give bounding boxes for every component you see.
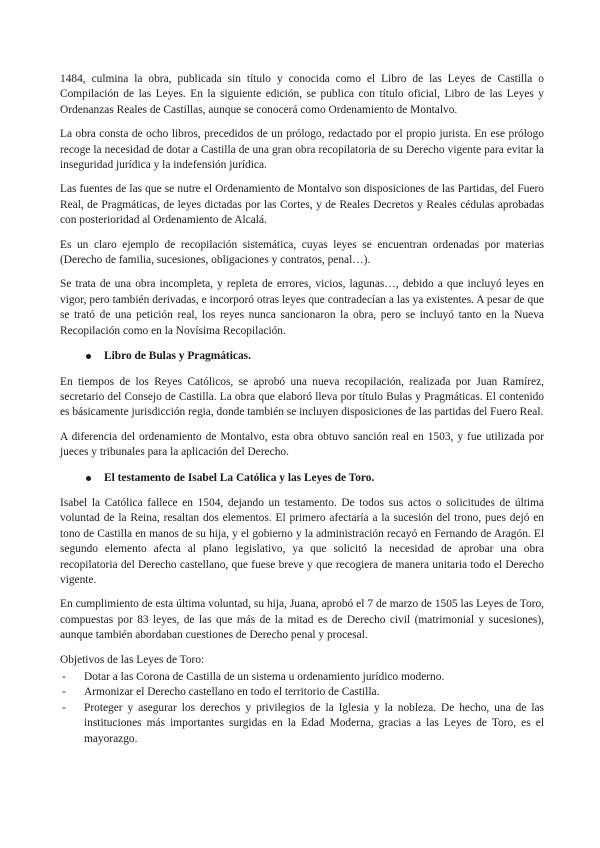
paragraph: Las fuentes de las que se nutre el Ordenamiento de Montalvo son disposiciones de las Partidas, del Fuero Real, de Pragmáticas, de leyes dictadas por las Cortes, y de Reales Decretos y Reales cédulas aprobadas con posterioridad al Ordenamiento de Alcalá. (60, 183, 544, 227)
dash-marker: - (62, 686, 66, 699)
bullet-icon (86, 354, 91, 359)
dash-marker: - (62, 671, 66, 683)
paragraph: En tiempos de los Reyes Católicos, se aprobó una nueva recopilación, realizada por Juan Ramírez, secretario del Consejo de Castilla. La obra que elaboró lleva por título Bulas y Pragmáticas. El contenido es básicamente jurisdicción regia, donde también se incluyen disposiciones de las partidas del Fuero Real. (60, 375, 544, 419)
list-item (60, 670, 544, 685)
section-heading-text: Libro de Bulas y Pragmáticas. (104, 350, 251, 363)
list-item (60, 685, 544, 700)
paragraph: Isabel la Católica fallece en 1504, dejando un testamento. De todos sus actos o solicitudes de última voluntad de la Reina, resaltan dos elementos. El primero afectaría a la sucesión del trono, pues dejó en tono de Castilla en manos de su hija, y el gobierno y la administración recayó en Fernando de Aragón. El segundo elemento afecta al plano legislativo, ya que solicitó la necesidad de aprobar una obra recopilatoria del Derecho castellano, que fuese breve y que recogiera de manera unitaria todo el Derecho vigente. (60, 496, 544, 586)
paragraph: La obra consta de ocho libros, precedidos de un prólogo, redactado por el propio jurista. En ese prólogo recoge la necesidad de dotar a Castilla de una gran obra recopilatoria de su Derecho vigente para evitar la inseguridad jurídica y la indefensión jurídica. (60, 128, 544, 172)
list-item-text: Armonizar el Derecho castellano en todo el territorio de Castilla. (84, 686, 380, 699)
paragraph: Es un claro ejemplo de recopilación sistemática, cuyas leyes se encuentran ordenadas por materias (Derecho de familia, sucesiones, obligaciones y contratos, penal…). (60, 238, 544, 267)
section-heading-bulas (86, 349, 544, 364)
section-heading-text: El testamento de Isabel La Católica y las Leyes de Toro. (104, 471, 375, 484)
dash-marker: - (62, 701, 66, 714)
paragraph: A diferencia del ordenamiento de Montalvo, esta obra obtuvo sanción real en 1503, y fue utilizada por jueces y tribunales para la aplicación del Derecho. (60, 430, 544, 459)
paragraph: Se trata de una obra incompleta, y repleta de errores, vicios, lagunas…, debido a que incluyó leyes en vigor, pero también derivadas, e incorporó otras leyes que contradecían a las ya existentes. A pesar de que se trató de una petición real, los reyes nunca sancionaron la obra, pero se incluyó tanto en la Nueva Recopilación como en la Novísima Recopilación. (60, 278, 544, 337)
objectives-list (60, 670, 544, 747)
section-heading-testamento (86, 471, 544, 486)
bullet-icon (86, 476, 91, 481)
list-item-text: Dotar a las Corona de Castilla de un sistema u ordenamiento jurídico moderno. (84, 671, 445, 683)
list-item-text: Proteger y asegurar los derechos y privilegios de la Iglesia y la nobleza. De hecho, una de las instituciones más importantes surgidas en la Edad Moderna, gracias a las Leyes de Toro, es el mayorazgo. (84, 701, 544, 745)
paragraph: En cumplimiento de esta última voluntad, su hija, Juana, aprobó el 7 de marzo de 1505 las Leyes de Toro, compuestas por 83 leyes, de las que más de la mitad es de Derecho civil (matrimonial y sucesiones), aunque también abordaban cuestiones de Derecho penal y procesal. (60, 598, 544, 642)
list-item (60, 701, 544, 747)
paragraph: 1484, culmina la obra, publicada sin título y conocida como el Libro de las Leyes de Castilla o Compilación de las Leyes. En la siguiente edición, se publica con título oficial, Libro de las Leyes y Ordenanzas Reales de Castillas, aunque se conocerá como Ordenamiento de Montalvo. (60, 73, 544, 116)
objectives-title: Objetivos de las Leyes de Toro: (60, 653, 205, 666)
